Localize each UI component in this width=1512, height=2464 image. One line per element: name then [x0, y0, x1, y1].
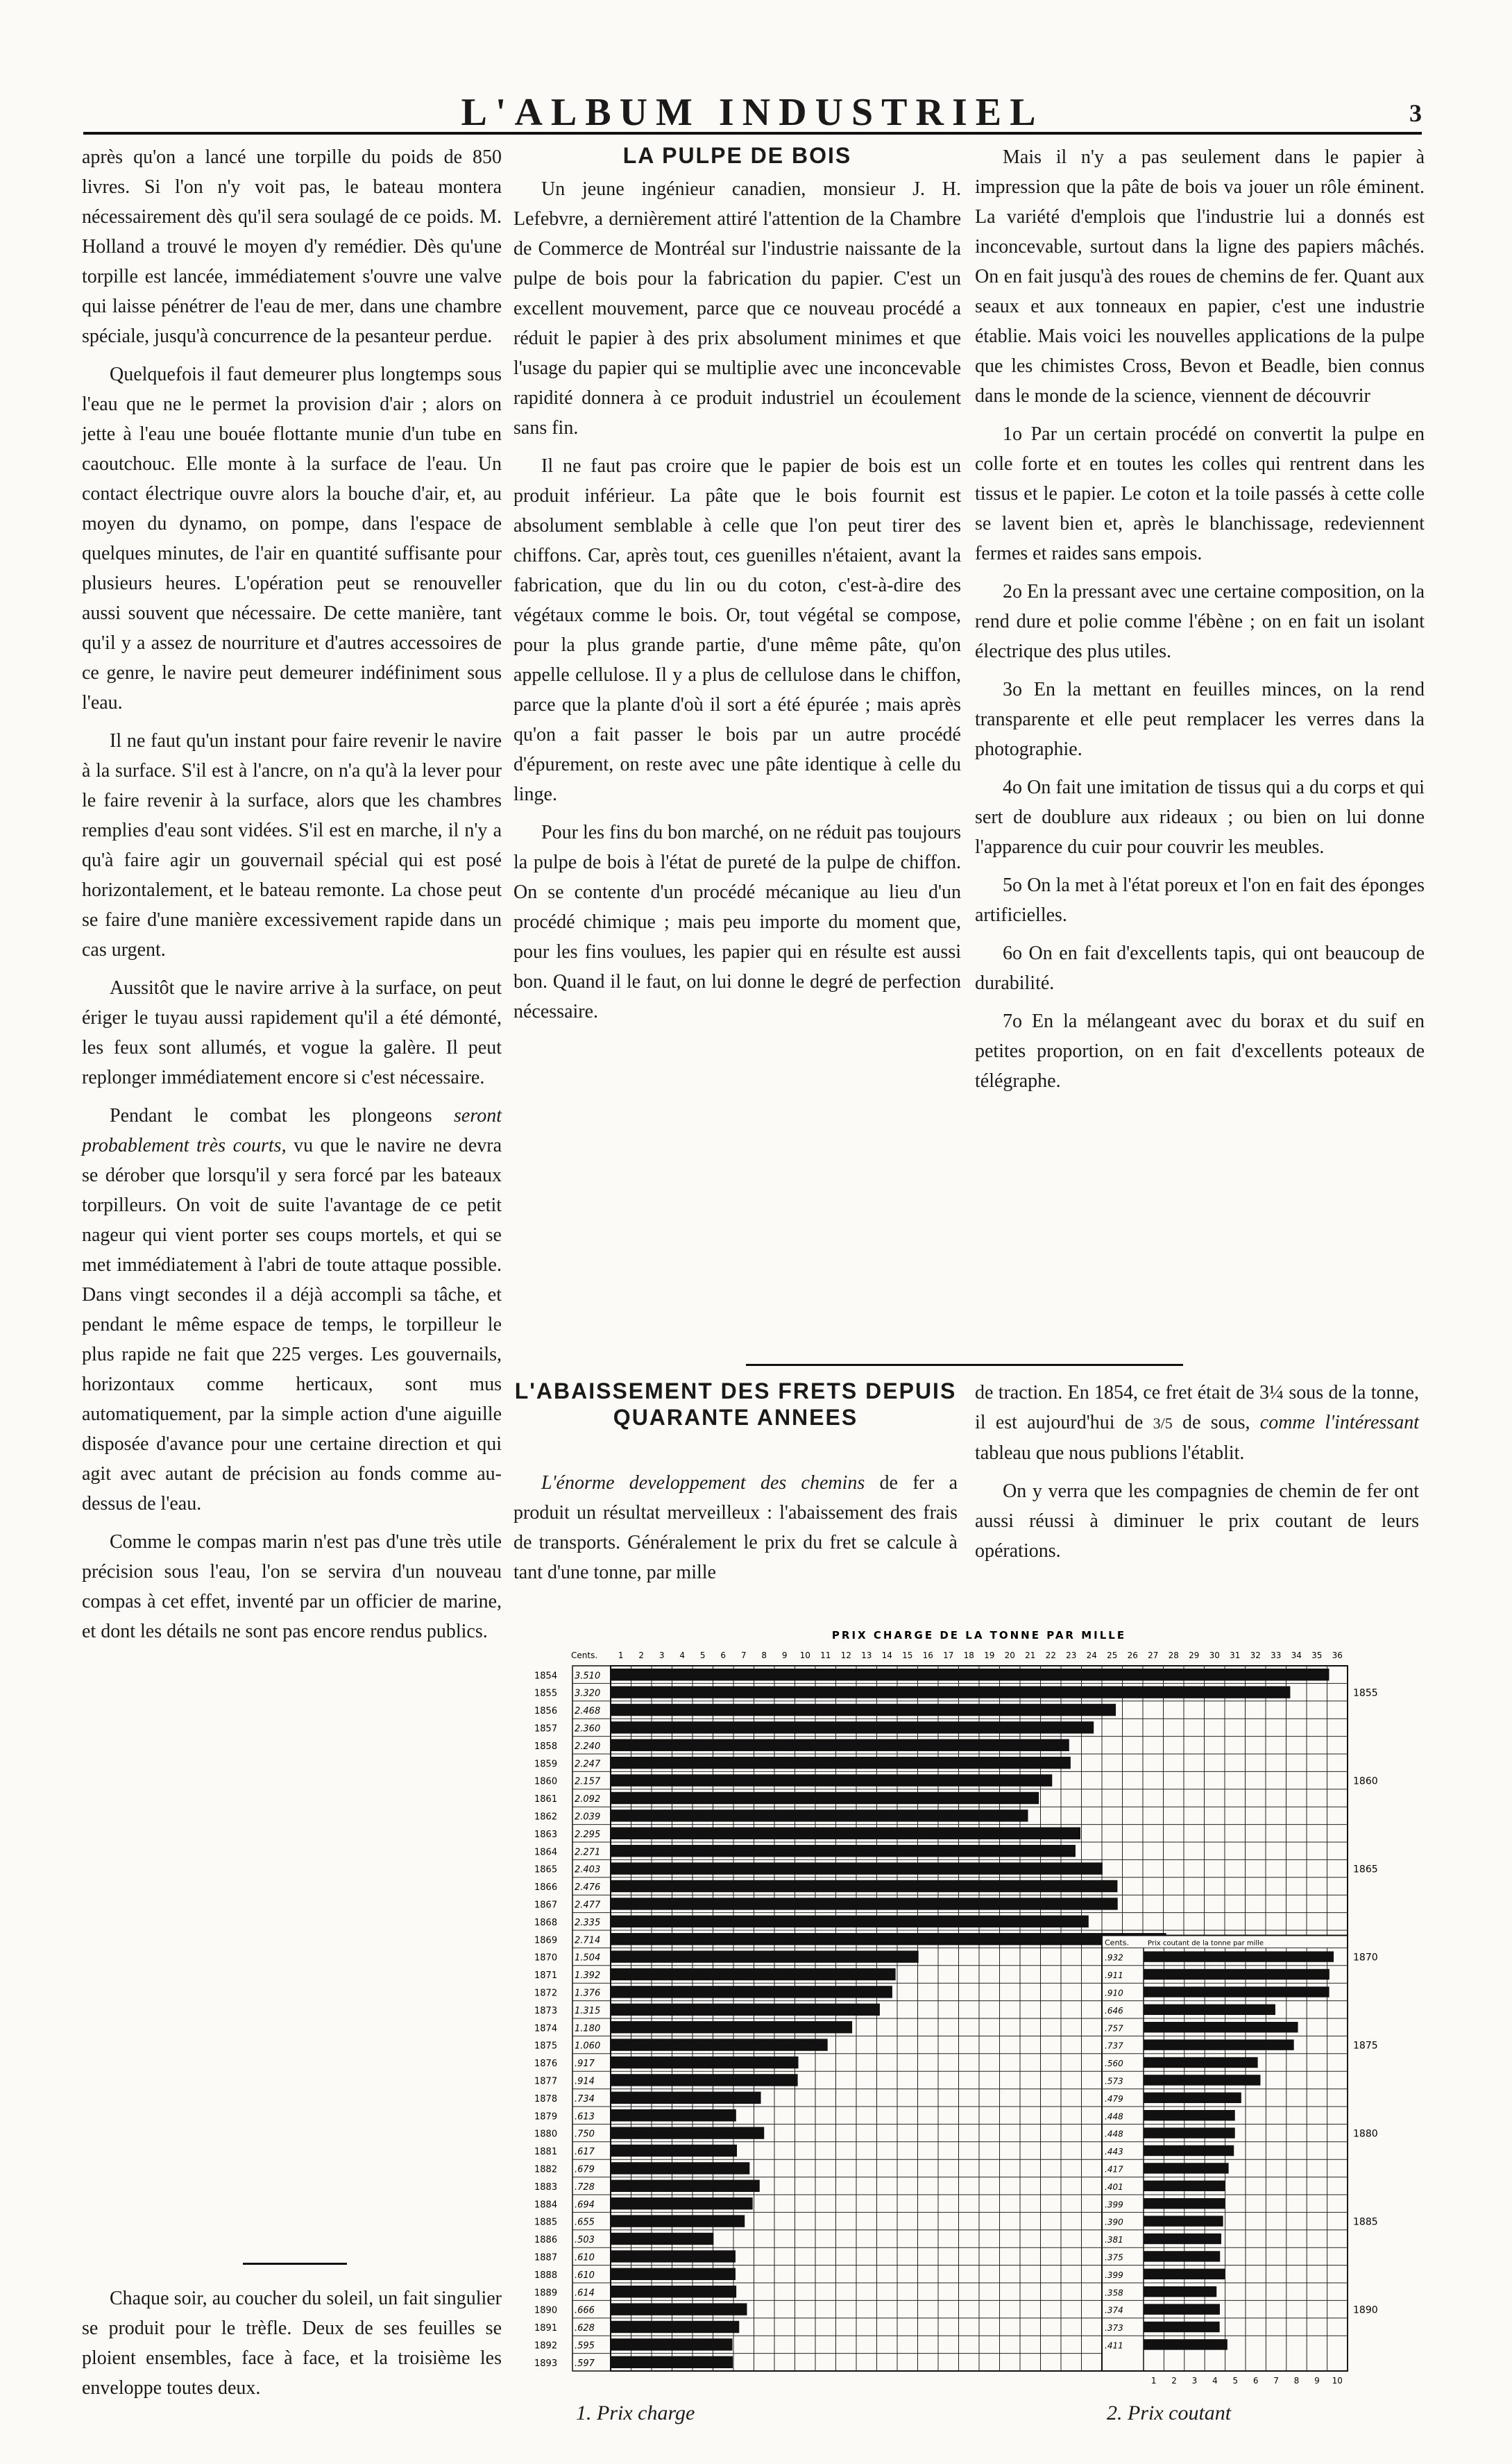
bar-prix-charge: [611, 2197, 753, 2209]
paragraph: 3o En la mettant en feuilles minces, on la rend transparente et elle peut remplacer les verres dans la photographie.: [975, 679, 1425, 760]
year-label: 1868: [534, 1917, 558, 1928]
column-3: [975, 142, 1425, 1104]
masthead-title: L'ALBUM INDUSTRIEL: [461, 91, 1044, 134]
x-tick-label: 21: [1025, 1651, 1036, 1660]
year-label: 1874: [534, 2023, 558, 2034]
divider-rule: [746, 1364, 1183, 1366]
paragraph: 6o On en fait d'excellents tapis, qui ont beaucoup de durabilité.: [975, 943, 1425, 994]
value-label: 2.714: [575, 1935, 601, 1946]
bar-prix-charge: [611, 1757, 1071, 1769]
bar-prix-charge: [611, 2286, 736, 2297]
column-1-bottom: [82, 2284, 502, 2411]
value-label: 2.335: [575, 1917, 601, 1928]
column-2: [513, 142, 961, 1035]
inset-value-label: .448: [1105, 2111, 1123, 2122]
year-label: 1889: [534, 2288, 558, 2299]
year-label: 1859: [534, 1759, 558, 1770]
year-label: 1881: [534, 2147, 558, 2158]
paragraph: [513, 1468, 958, 1587]
year-label: 1857: [534, 1723, 558, 1735]
bar-prix-charge: [611, 1862, 1103, 1874]
bar-prix-charge: [611, 2057, 799, 2068]
value-label: .917: [575, 2059, 595, 2070]
bar-prix-coutant: [1144, 2163, 1229, 2173]
inset-tick-label: 7: [1273, 2376, 1279, 2386]
year-label: 1875: [534, 2041, 558, 2052]
value-label: .617: [575, 2147, 595, 2158]
fraction: 3/5: [1153, 1415, 1173, 1432]
bar-prix-charge: [611, 2021, 852, 2033]
value-label: 3.320: [575, 1688, 601, 1699]
value-label: .597: [575, 2358, 595, 2369]
bar-prix-charge: [611, 2109, 736, 2121]
bar-prix-coutant: [1144, 2022, 1298, 2032]
italic-run: L'énorme developpement des chemins: [541, 1472, 865, 1494]
inset-header: Cents.: [1105, 1938, 1129, 1948]
bar-prix-charge: [611, 1986, 892, 1998]
year-label: 1870: [534, 1952, 558, 1964]
right-year-mark: 1880: [1353, 2128, 1378, 2140]
inset-tick-label: 6: [1252, 2376, 1259, 2386]
x-tick-label: 18: [963, 1651, 974, 1660]
year-label: 1872: [534, 1988, 558, 1999]
freight-chart: [534, 1628, 1422, 2433]
bar-prix-charge: [611, 1968, 896, 1980]
year-label: 1893: [534, 2358, 558, 2369]
bar-prix-coutant: [1144, 2075, 1260, 2085]
year-label: 1883: [534, 2182, 558, 2193]
bar-prix-coutant: [1144, 1969, 1330, 1980]
year-label: 1887: [534, 2252, 558, 2263]
bar-prix-coutant: [1144, 1951, 1334, 1961]
x-tick-label: 1: [618, 1651, 624, 1660]
year-label: 1858: [534, 1741, 558, 1752]
x-tick-label: 8: [761, 1651, 767, 1660]
bar-prix-charge: [611, 1721, 1094, 1733]
text-run: tableau que nous publions l'établit.: [975, 1442, 1245, 1464]
x-tick-label: 4: [679, 1651, 686, 1660]
paragraph: Il ne faut qu'un instant pour faire revenir le navire à la surface. S'il est à l'ancre, on n'a qu'à la lever pour le faire revenir à la surface, alors que les chambres remplies d'eau sont vidées. S'il est en marche, il n'y a qu'à faire agir un gouvernail spécial qui est posé horizontalement, et le bateau remonte. La chose peut se faire d'une manière excessivement rapide dans un cas urgent.: [82, 730, 502, 961]
inset-value-label: .560: [1105, 2059, 1123, 2069]
bar-prix-charge: [611, 1739, 1069, 1751]
bar-prix-charge: [611, 2092, 761, 2104]
x-tick-label: 14: [881, 1651, 892, 1660]
bar-prix-coutant: [1144, 2234, 1221, 2244]
value-label: 2.157: [575, 1776, 601, 1787]
bar-prix-charge: [611, 2268, 736, 2280]
column-1: [82, 142, 502, 1655]
bar-prix-charge: [611, 1792, 1039, 1804]
bar-prix-coutant: [1144, 2057, 1258, 2068]
x-tick-label: 17: [943, 1651, 954, 1660]
fraction: 3¼: [1259, 1382, 1284, 1403]
value-label: 2.295: [575, 1829, 601, 1840]
x-tick-label: 28: [1168, 1651, 1179, 1660]
value-label: 2.240: [575, 1741, 601, 1752]
bar-prix-charge: [611, 1809, 1028, 1821]
year-label: 1891: [534, 2323, 558, 2334]
article-heading-frets: L'ABAISSEMENT DES FRETS DEPUIS QUARANTE ANNEES: [514, 1378, 957, 1430]
x-tick-label: 11: [820, 1651, 831, 1660]
bar-prix-charge: [611, 2127, 764, 2138]
paragraph: Pour les fins du bon marché, on ne réduit pas toujours la pulpe de bois à l'état de pureté de la pulpe de chiffon. On se contente d'un procédé mécanique au lieu d'un procédé chimique ; mais peu importe du moment que, pour les fins voulues, les papier qui en résulte est aussi bon. Quand il le faut, on lui donne le degré de perfection nécessaire.: [513, 822, 961, 1022]
page-number: 3: [1409, 99, 1422, 127]
bar-prix-charge: [611, 1828, 1080, 1839]
article-frets: [513, 1378, 1419, 1583]
bar-prix-charge: [611, 1669, 1329, 1680]
text-run: de sous,: [1172, 1412, 1260, 1433]
value-label: 2.360: [575, 1723, 601, 1735]
value-label: .655: [575, 2217, 595, 2228]
value-label: 1.504: [575, 1952, 601, 1964]
right-year-mark: 1870: [1353, 1952, 1378, 1964]
year-label: 1861: [534, 1794, 558, 1805]
bar-prix-charge: [611, 1704, 1116, 1716]
inset-value-label: .375: [1105, 2252, 1123, 2263]
x-tick-label: 20: [1004, 1651, 1015, 1660]
chart-svg: [534, 1628, 1422, 2398]
text-run: vu que le navire ne devra se dérober que lorsqu'il y sera forcé par les bateaux torpilleurs. On voit de suite l'avantage de ce petit nageur qui vient porter ses coups mortels, et qui se met immédiatement à l'abri de toute attaque possible. Dans vingt secondes il a déjà accompli sa tâche, et pendant le même espace de temps, le torpilleur le plus rapide ne fait que 225 verges. Les gouvernails, horizontaux comme herticaux, sont mus automatiquement, par la simple action d'une aiguille disposée d'avance pour une certaine direction et qui agit avec autant de précision au fonds comme au-dessus de l'eau.: [82, 1135, 502, 1514]
text-run: de fer a produit un résultat merveilleux : l'abaissement des frais de transports. Généralement le prix du fret se calcule à tant d'une tonne, par mille: [513, 1472, 958, 1583]
text-run: de traction. En 1854, ce fret était de: [975, 1382, 1260, 1403]
x-tick-label: 7: [740, 1651, 747, 1660]
paragraph: Comme le compas marin n'est pas d'une très utile précision sous l'eau, l'on se servira d'un nouveau compas à cet effet, inventé par un officier de marine, et dont les détails ne sont pas encore rendus publics.: [82, 1531, 502, 1642]
paragraph: Aussitôt que le navire arrive à la surface, on peut ériger le tuyau aussi rapidement qu'il a été démonté, les feux sont allumés, et vogue la galère. Il peut replonger immédiatement encore si c'est nécessaire.: [82, 977, 502, 1088]
paragraph: Quelquefois il faut demeurer plus longtemps sous l'eau que ne le permet la provision d'air ; alors on jette à l'eau une bouée flottante munie d'un tube en caoutchouc. Elle monte à la surface de l'eau. Un contact électrique ouvre alors la bouche d'air, et, au moyen du dynamo, on pompe, dans l'espace de quelques minutes, de l'air en quantité suffisante pour plusieurs heures. L'opération peut se renouveller aussi souvent que nécessaire. De cette manière, tant qu'il y a assez de nourriture et d'autres accessoires de ce genre, le navire peut demeurer indéfiniment sous l'eau.: [82, 364, 502, 714]
year-label: 1854: [534, 1671, 558, 1682]
year-label: 1866: [534, 1882, 558, 1893]
x-tick-label: 25: [1107, 1651, 1118, 1660]
article-heading-pulpe: LA PULPE DE BOIS: [622, 143, 852, 168]
bar-prix-coutant: [1144, 2093, 1241, 2103]
x-tick-label: 13: [861, 1651, 872, 1660]
inset-tick-label: 10: [1332, 2376, 1343, 2386]
inset-value-label: .401: [1105, 2182, 1123, 2192]
inset-value-label: .911: [1105, 1971, 1123, 1981]
right-year-mark: 1885: [1353, 2216, 1378, 2228]
bar-prix-coutant: [1144, 2322, 1220, 2332]
inset-tick-label: 4: [1212, 2376, 1218, 2386]
value-label: 2.271: [575, 1847, 601, 1858]
bar-prix-coutant: [1144, 2039, 1294, 2050]
year-label: 1876: [534, 2059, 558, 2070]
paragraph: [82, 1101, 502, 1519]
chart-title: PRIX CHARGE DE LA TONNE PAR MILLE: [831, 1629, 1127, 1642]
paragraph: 2o En la pressant avec une certaine composition, on la rend dure et polie comme l'ébène ; on en fait un isolant électrique des plus utiles.: [975, 581, 1425, 662]
value-label: .734: [575, 2093, 595, 2104]
bar-prix-coutant: [1144, 2145, 1234, 2156]
inset-tick-label: 1: [1150, 2376, 1157, 2386]
x-tick-label: 16: [922, 1651, 933, 1660]
bar-prix-charge: [611, 2162, 749, 2174]
year-label: 1882: [534, 2164, 558, 2175]
bar-prix-charge: [611, 2215, 745, 2227]
inset-value-label: .373: [1105, 2323, 1123, 2334]
value-label: .914: [575, 2076, 595, 2087]
paragraph: [975, 1378, 1419, 1468]
inset-value-label: .932: [1105, 1952, 1123, 1963]
value-label: .613: [575, 2111, 595, 2123]
paragraph: 5o On la met à l'état poreux et l'on en fait des éponges artificielles.: [975, 875, 1425, 926]
x-tick-label: 19: [984, 1651, 995, 1660]
bar-prix-coutant: [1144, 2286, 1216, 2297]
inset-tick-label: 5: [1232, 2376, 1239, 2386]
year-label: 1862: [534, 1812, 558, 1823]
value-label: 2.092: [575, 1794, 601, 1805]
bar-prix-charge: [611, 1916, 1089, 1927]
value-label: 2.477: [575, 1900, 601, 1911]
paragraph: Il ne faut pas croire que le papier de bois est un produit inférieur. La pâte que le bois fournit est absolument semblable à celle que l'on peut tirer des chiffons. Car, après tout, ces guenilles n'étaient, avant la fabrication, que du lin ou du coton, c'est-à-dire des végétaux comme le bois. Or, tout végétal se compose, pour la plus grande partie, d'une même pâte, qu'on appelle cellulose. Il y a plus de cellulose dans le chiffon, parce que la plante d'où il sort a été épurée ; mais après qu'on a fait passer le bois par un autre procédé d'épurement, on reste avec une pâte identique à celle du linge.: [513, 455, 961, 805]
value-label: .728: [575, 2182, 595, 2193]
caption-prix-coutant: 2. Prix coutant: [1107, 2402, 1232, 2424]
paragraph: Mais il n'y a pas seulement dans le papier à impression que la pâte de bois va jouer un rôle éminent. La variété d'emplois que l'industrie lui a donnés est inconcevable, surtout dans la ligne des papiers mâchés. On en fait jusqu'à des roues de chemins de fer. Quant aux seaux et aux tonneaux en papier, c'est une industrie établie. Mais voici les nouvelles applications de la pulpe que les chimistes Cross, Bevon et Beadle, bien connus dans le monde de la science, viennent de découvrir: [975, 146, 1425, 407]
inset-value-label: .448: [1105, 2129, 1123, 2139]
paragraph: après qu'on a lancé une torpille du poids de 850 livres. Si l'on n'y voit pas, le bateau montera nécessairement dès qu'il sera soulagé de ce poids. M. Holland a trouvé le moyen d'y remédier. Dès qu'une torpille est lancée, immédiatement s'ouvre une valve qui laisse pénétrer de l'eau de mer, dans une chambre spéciale, jusqu'à concurrence de la pesanteur perdue.: [82, 146, 502, 347]
value-label: 1.376: [575, 1988, 601, 1999]
year-label: 1885: [534, 2217, 558, 2228]
year-label: 1860: [534, 1776, 558, 1787]
bar-prix-coutant: [1144, 2216, 1223, 2226]
x-tick-label: 33: [1271, 1651, 1282, 1660]
bar-prix-charge: [611, 1933, 1166, 1948]
bar-prix-charge: [611, 2250, 736, 2262]
inset-value-label: .757: [1105, 2023, 1123, 2034]
value-label: .614: [575, 2288, 595, 2299]
paragraph: 4o On fait une imitation de tissus qui a du corps et qui sert de doublure aux rideaux ; ou bien on lui donne l'apparence du cuir pour couvrir les meubles.: [975, 777, 1425, 858]
bar-prix-charge: [611, 2145, 737, 2157]
year-label: 1855: [534, 1688, 558, 1699]
x-tick-label: 6: [720, 1651, 727, 1660]
year-label: 1884: [534, 2200, 558, 2211]
inset-tick-label: 8: [1293, 2376, 1300, 2386]
bar-prix-charge: [611, 1686, 1290, 1698]
paragraph: 1o Par un certain procédé on convertit la pulpe en colle forte et en toutes les colles qui rentrent dans les tissus et le papier. Le coton et la toile passés à cette colle se lavent bien et, après le blanchissage, redeviennent fermes et raides sans empois.: [975, 423, 1425, 564]
x-tick-label: 12: [840, 1651, 851, 1660]
year-label: 1865: [534, 1864, 558, 1875]
value-label: 2.039: [575, 1812, 601, 1823]
bar-prix-coutant: [1144, 2198, 1225, 2209]
bar-prix-charge: [611, 1845, 1076, 1857]
value-label: .750: [575, 2129, 595, 2140]
frets-left-text: [513, 1468, 958, 1596]
bar-prix-charge: [611, 1774, 1052, 1786]
value-label: 1.180: [575, 2023, 601, 2034]
value-label: 1.060: [575, 2041, 601, 2052]
value-label: 2.403: [575, 1864, 601, 1875]
bar-prix-charge: [611, 1880, 1117, 1892]
value-label: .595: [575, 2340, 595, 2352]
right-year-mark: 1875: [1353, 2040, 1378, 2052]
inset-value-label: .411: [1105, 2340, 1123, 2351]
x-tick-label: 3: [659, 1651, 665, 1660]
value-label: .610: [575, 2252, 595, 2263]
inset-tick-label: 3: [1191, 2376, 1198, 2386]
bar-prix-coutant: [1144, 2110, 1235, 2120]
x-tick-label: 34: [1291, 1651, 1302, 1660]
divider-rule: [243, 2263, 347, 2265]
x-tick-label: 5: [699, 1651, 706, 1660]
inset-value-label: .417: [1105, 2164, 1123, 2175]
bar-prix-coutant: [1144, 2269, 1225, 2279]
inset-value-label: .737: [1105, 2041, 1123, 2051]
value-label: .679: [575, 2164, 595, 2175]
inset-value-label: .573: [1105, 2076, 1123, 2086]
year-label: 1890: [534, 2305, 558, 2316]
inset-value-label: .358: [1105, 2288, 1123, 2298]
inset-value-label: .479: [1105, 2093, 1123, 2104]
value-label: .694: [575, 2200, 595, 2211]
italic-run: comme l'intéressant: [1259, 1412, 1419, 1433]
caption-prix-charge: 1. Prix charge: [576, 2402, 695, 2424]
x-tick-label: 22: [1045, 1651, 1056, 1660]
masthead: [83, 83, 1422, 135]
paragraph: On y verra que les compagnies de chemin de fer ont aussi réussi à diminuer le prix coutant de leurs opérations.: [975, 1480, 1419, 1562]
value-label: 3.510: [575, 1671, 601, 1682]
bar-prix-coutant: [1144, 2005, 1275, 2015]
year-label: 1867: [534, 1900, 558, 1911]
bar-prix-coutant: [1144, 2339, 1228, 2349]
x-tick-label: 23: [1066, 1651, 1077, 1660]
paragraph: Un jeune ingénieur canadien, monsieur J. H. Lefebvre, a dernièrement attiré l'attention de la Chambre de Commerce de Montréal sur l'industrie naissante de la pulpe de bois pour la fabrication du papier. C'est un excellent mouvement, parce que ce nouveau procédé a réduit le papier à des prix absolument minimes et que l'usage du papier qui se multiplie avec une inconcevable rapidité donnera à ce produit industriel un écoulement sans fin.: [513, 178, 961, 439]
year-label: 1886: [534, 2235, 558, 2246]
text-run: sous de la tonne, il est aujourd'hui de: [975, 1382, 1419, 1433]
inset-value-label: .399: [1105, 2200, 1123, 2210]
year-label: 1873: [534, 2005, 558, 2016]
value-label: 2.476: [575, 1882, 601, 1893]
value-label: 1.315: [575, 2005, 601, 2016]
value-label: .610: [575, 2270, 595, 2281]
inset-tick-label: 2: [1171, 2376, 1177, 2386]
x-tick-label: 30: [1209, 1651, 1220, 1660]
right-year-mark: 1865: [1353, 1864, 1378, 1875]
bar-prix-charge: [611, 2303, 747, 2315]
bar-prix-charge: [611, 2321, 739, 2333]
bar-prix-charge: [611, 2004, 880, 2016]
inset-tick-label: 9: [1314, 2376, 1320, 2386]
value-label: 1.392: [575, 1971, 601, 1982]
inset-value-label: .646: [1105, 2005, 1123, 2016]
year-label: 1879: [534, 2111, 558, 2123]
bar-prix-charge: [611, 2233, 713, 2245]
bar-prix-coutant: [1144, 2181, 1225, 2191]
inset-value-label: .910: [1105, 1988, 1123, 1998]
frets-right-text: [975, 1378, 1419, 1574]
year-label: 1869: [534, 1935, 558, 1946]
bar-prix-coutant: [1144, 2127, 1235, 2138]
inset-title: Prix coutant de la tonne par mille: [1148, 1939, 1264, 1948]
x-tick-label: 2: [638, 1651, 645, 1660]
year-label: 1856: [534, 1706, 558, 1717]
italic-run: seront probablement très courts,: [82, 1105, 502, 1156]
paragraph: Chaque soir, au coucher du soleil, un fait singulier se produit pour le trèfle. Deux de ses feuilles se ploient ensembles, face à face, et la troisième les enveloppe toutes deux.: [82, 2288, 502, 2399]
right-year-mark: 1860: [1353, 1775, 1378, 1787]
x-tick-label: 35: [1311, 1651, 1323, 1660]
bar-prix-coutant: [1144, 2251, 1220, 2261]
bar-prix-coutant: [1144, 1986, 1330, 1997]
x-tick-label: 15: [902, 1651, 913, 1660]
x-tick-label: 26: [1127, 1651, 1138, 1660]
right-year-mark: 1855: [1353, 1687, 1378, 1699]
bar-prix-charge: [611, 1950, 919, 1962]
bar-prix-coutant: [1144, 2304, 1220, 2314]
bar-prix-charge: [611, 2039, 828, 2050]
x-tick-label: 31: [1230, 1651, 1241, 1660]
x-tick-label: 27: [1148, 1651, 1159, 1660]
inset-value-label: .381: [1105, 2235, 1123, 2245]
x-tick-label: 32: [1250, 1651, 1261, 1660]
value-label: .503: [575, 2235, 595, 2246]
right-year-mark: 1890: [1353, 2304, 1378, 2316]
year-label: 1888: [534, 2270, 558, 2281]
value-label: 2.468: [575, 1706, 601, 1717]
year-label: 1877: [534, 2076, 558, 2087]
year-label: 1871: [534, 1971, 558, 1982]
x-tick-label: 24: [1086, 1651, 1097, 1660]
bar-prix-charge: [611, 1898, 1118, 1909]
x-tick-label: 29: [1189, 1651, 1200, 1660]
paragraph: 7o En la mélangeant avec du borax et du suif en petites proportion, on en fait d'excellents poteaux de télégraphe.: [975, 1011, 1425, 1092]
value-label: .666: [575, 2305, 595, 2316]
bar-prix-charge: [611, 2356, 733, 2368]
year-label: 1880: [534, 2129, 558, 2140]
bar-prix-charge: [611, 2074, 798, 2086]
value-header: Cents.: [571, 1651, 598, 1660]
year-label: 1892: [534, 2340, 558, 2352]
year-label: 1863: [534, 1829, 558, 1840]
bar-prix-charge: [611, 2338, 733, 2350]
value-label: 2.247: [575, 1759, 601, 1770]
inset-value-label: .390: [1105, 2217, 1123, 2227]
bar-prix-charge: [611, 2180, 760, 2192]
year-label: 1864: [534, 1847, 558, 1858]
year-label: 1878: [534, 2093, 558, 2104]
value-label: .628: [575, 2323, 595, 2334]
x-tick-label: 10: [799, 1651, 810, 1660]
x-tick-label: 9: [781, 1651, 788, 1660]
inset-value-label: .374: [1105, 2305, 1123, 2315]
inset-value-label: .399: [1105, 2270, 1123, 2280]
x-tick-label: 36: [1332, 1651, 1343, 1660]
text-run: Pendant le combat les plongeons: [110, 1105, 455, 1126]
inset-value-label: .443: [1105, 2147, 1123, 2157]
